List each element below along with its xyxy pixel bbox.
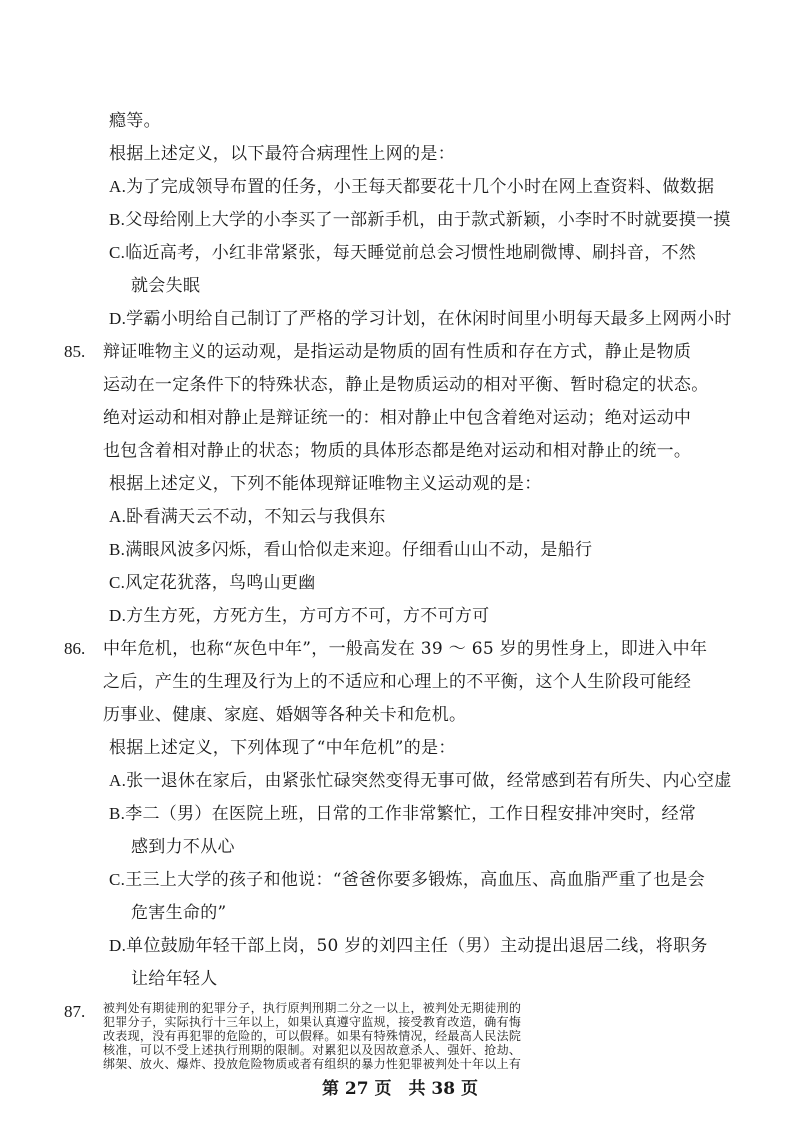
page-footer: 第 27 页 共 38 页 xyxy=(322,1079,478,1099)
q85-option-a: A.卧看满天云不动，不知云与我俱东 xyxy=(109,507,386,527)
q85-stem-line: 绝对运动和相对静止是辩证统一的：相对静止中包含着绝对运动；绝对运动中 xyxy=(103,408,692,428)
q85-stem-line: 辩证唯物主义的运动观，是指运动是物质的固有性质和存在方式，静止是物质 xyxy=(103,342,692,362)
q86-option-a: A.张一退休在家后，由紧张忙碌突然变得无事可做，经常感到若有所失、内心空虚 xyxy=(109,771,732,791)
q86-option-d: D.单位鼓励年轻干部上岗，50 岁的刘四主任（男）主动提出退居二线，将职务 xyxy=(109,936,708,956)
q86-prompt: 根据上述定义，下列体现了“中年危机”的是： xyxy=(109,738,456,758)
q84-prompt: 根据上述定义，以下最符合病理性上网的是： xyxy=(109,144,455,164)
q84-option-c-cont: 就会失眠 xyxy=(131,276,201,296)
q86-option-c-cont: 危害生命的” xyxy=(131,903,227,923)
q85-prompt: 根据上述定义，下列不能体现辩证唯物主义运动观的是： xyxy=(109,474,542,494)
q85-option-d: D.方生方死，方死方生，方可方不可，方不可方可 xyxy=(109,606,490,626)
q87-stem-line: 被判处有期徒刑的犯罪分子，执行原判刑期二分之一以上，被判处无期徒刑的 xyxy=(103,1001,522,1015)
q87-stem-line: 犯罪分子，实际执行十三年以上，如果认真遵守监规，接受教育改造，确有悔 xyxy=(103,1015,522,1029)
q86-option-b: B.李二（男）在医院上班，日常的工作非常繁忙，工作日程安排冲突时，经常 xyxy=(109,804,697,824)
q85-option-c: C.风定花犹落，鸟鸣山更幽 xyxy=(109,573,316,593)
q85-stem-line: 运动在一定条件下的特殊状态，静止是物质运动的相对平衡、暂时稳定的状态。 xyxy=(103,375,709,395)
q85-number: 85. xyxy=(64,342,86,361)
q86-option-b-cont: 感到力不从心 xyxy=(131,837,235,857)
q86-stem-line: 之后，产生的生理及行为上的不适应和心理上的不平衡，这个人生阶段可能经 xyxy=(103,672,692,692)
q84-option-a: A.为了完成领导布置的任务，小王每天都要花十几个小时在网上查资料、做数据 xyxy=(109,177,715,197)
q87-stem-line: 绑架、放火、爆炸、投放危险物质或者有组织的暴力性犯罪被判处十年以上有 xyxy=(103,1057,522,1071)
q84-option-c: C.临近高考，小红非常紧张，每天睡觉前总会习惯性地刷微博、刷抖音，不然 xyxy=(109,243,697,263)
q86-option-d-cont: 让给年轻人 xyxy=(131,969,218,989)
q86-stem-line: 历事业、健康、家庭、婚姻等各种关卡和危机。 xyxy=(103,705,467,725)
q84-tail-line: 瘾等。 xyxy=(109,111,161,131)
q86-number: 86. xyxy=(64,639,86,658)
q87-stem-line: 改表现，没有再犯罪的危险的，可以假释。如果有特殊情况，经最高人民法院 xyxy=(103,1029,522,1043)
q84-option-b: B.父母给刚上大学的小李买了一部新手机，由于款式新颖，小李时不时就要摸一摸 xyxy=(109,210,731,230)
q87-stem-line: 核准，可以不受上述执行刑期的限制。对累犯以及因故意杀人、强奸、抢劫、 xyxy=(103,1043,522,1057)
q86-option-c: C.王三上大学的孩子和他说：“爸爸你要多锻炼，高血压、高血脂严重了也是会 xyxy=(109,870,706,890)
q84-option-d: D.学霸小明给自己制订了严格的学习计划，在休闲时间里小明每天最多上网两小时 xyxy=(109,309,732,329)
q86-stem-line: 中年危机，也称“灰色中年”，一般高发在 39 ～ 65 岁的男性身上，即进入中年 xyxy=(103,639,708,659)
q87-number: 87. xyxy=(64,1002,86,1021)
q85-option-b: B.满眼风波多闪烁，看山恰似走来迎。仔细看山山不动，是船行 xyxy=(109,540,593,560)
q85-stem-line: 也包含着相对静止的状态；物质的具体形态都是绝对运动和相对静止的统一。 xyxy=(103,441,692,461)
